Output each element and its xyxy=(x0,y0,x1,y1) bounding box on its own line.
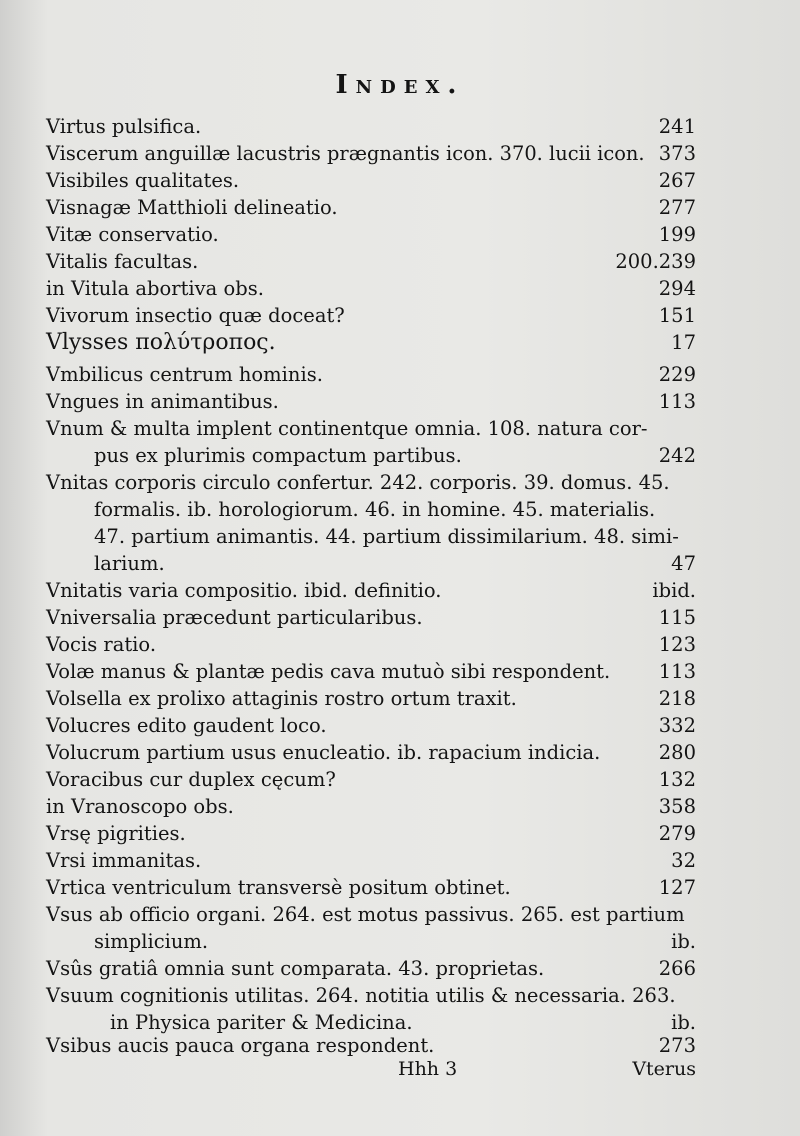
index-entry xyxy=(46,276,696,302)
entry-page: 151 xyxy=(658,304,696,327)
entry-page: 242 xyxy=(658,444,696,467)
index-entry xyxy=(46,114,696,140)
entry-text: formalis. ib. horologiorum. 46. in homine. 45. materialis. xyxy=(94,498,656,521)
index-entry-continuation xyxy=(46,497,696,523)
entry-page: 267 xyxy=(658,169,696,192)
entry-text: simplicium. xyxy=(94,930,209,953)
index-entry xyxy=(46,767,696,793)
index-entry xyxy=(46,168,696,194)
page-title: Index. xyxy=(335,70,465,100)
index-entry xyxy=(46,875,696,901)
entry-text: Voracibus cur duplex cęcum? xyxy=(46,768,336,791)
entry-text: Volucres edito gaudent loco. xyxy=(46,714,327,737)
entry-text: Vrsę pigrities. xyxy=(46,822,186,845)
entry-text: pus ex plurimis compactum partibus. xyxy=(94,444,462,467)
entry-page: 266 xyxy=(658,957,696,980)
entry-text: Viscerum anguillæ lacustris prægnantis icon. 370. lucii icon. xyxy=(46,142,645,165)
index-entry xyxy=(46,605,696,631)
entry-text: Volucrum partium usus enucleatio. ib. rapacium indicia. xyxy=(46,741,601,764)
signature-mark: Hhh 3 xyxy=(398,1058,458,1080)
entry-text: 47. partium animantis. 44. partium dissimilarium. 48. simi- xyxy=(94,525,679,548)
entry-page: 115 xyxy=(658,606,696,629)
index-entry xyxy=(46,659,696,685)
entry-text: Volæ manus & plantæ pedis cava mutuò sibi respondent. xyxy=(46,660,611,683)
entry-page: 123 xyxy=(658,633,696,656)
entry-page: 127 xyxy=(658,876,696,899)
index-entry xyxy=(46,956,696,982)
entry-text: Virtus pulsifica. xyxy=(46,115,202,138)
entry-page: 277 xyxy=(658,196,696,219)
entry-text: Vnitatis varia compositio. ibid. definitio. xyxy=(46,579,442,602)
entry-text: Vsuum cognitionis utilitas. 264. notitia utilis & necessaria. 263. xyxy=(46,984,676,1007)
catchword: Vterus xyxy=(632,1058,696,1080)
index-entry xyxy=(46,848,696,874)
index-entry-continuation xyxy=(46,551,696,577)
entry-page: 113 xyxy=(658,660,696,683)
entry-page: 132 xyxy=(658,768,696,791)
entry-page: 358 xyxy=(658,795,696,818)
entry-page: 200.239 xyxy=(615,250,696,273)
index-entry-continuation xyxy=(46,929,696,955)
index-entry-continuation xyxy=(46,443,696,469)
index-entry xyxy=(46,389,696,415)
entry-page: 32 xyxy=(671,849,696,872)
entry-page: 332 xyxy=(658,714,696,737)
index-entry xyxy=(46,470,696,496)
index-entry xyxy=(46,713,696,739)
index-entry xyxy=(46,632,696,658)
index-entry xyxy=(46,821,696,847)
entry-page: 241 xyxy=(658,115,696,138)
entry-text: in Vitula abortiva obs. xyxy=(46,277,264,300)
entry-text: Vnitas corporis circulo confertur. 242. corporis. 39. domus. 45. xyxy=(46,471,670,494)
entry-page: ib. xyxy=(671,930,696,953)
entry-text: Vsûs gratiâ omnia sunt comparata. 43. proprietas. xyxy=(46,957,545,980)
entry-page: 113 xyxy=(658,390,696,413)
index-entry xyxy=(46,195,696,221)
entry-text: in Vranoscopo obs. xyxy=(46,795,234,818)
page-footer xyxy=(0,1058,800,1086)
index-entry xyxy=(46,249,696,275)
entry-text: Vrtica ventriculum transversè positum obtinet. xyxy=(46,876,511,899)
entry-page: 373 xyxy=(658,142,696,165)
entry-page: ibid. xyxy=(652,579,696,602)
index-entry xyxy=(46,740,696,766)
index-entry xyxy=(46,1033,696,1059)
entry-text: Vsibus aucis pauca organa respondent. xyxy=(46,1034,435,1057)
entry-page: 273 xyxy=(658,1034,696,1057)
index-entry xyxy=(46,902,696,928)
index-entry xyxy=(46,686,696,712)
entry-text: Vnum & multa implent continentque omnia. 108. natura cor- xyxy=(46,417,648,440)
entry-page: 280 xyxy=(658,741,696,764)
index-entry xyxy=(46,222,696,248)
entry-text: Vrsi immanitas. xyxy=(46,849,202,872)
entry-page: 218 xyxy=(658,687,696,710)
entry-page: 279 xyxy=(658,822,696,845)
index-entry-continuation xyxy=(46,524,696,550)
index-entry xyxy=(46,330,696,356)
entry-page: 199 xyxy=(658,223,696,246)
index-entry xyxy=(46,362,696,388)
index-entry xyxy=(46,794,696,820)
entry-page: 229 xyxy=(658,363,696,386)
entry-text: Volsella ex prolixo attaginis rostro ortum traxit. xyxy=(46,687,517,710)
entry-page: 294 xyxy=(658,277,696,300)
entry-text: Visibiles qualitates. xyxy=(46,169,240,192)
entry-text: Vivorum insectio quæ doceat? xyxy=(46,304,345,327)
index-entry xyxy=(46,141,696,167)
entry-page: 47 xyxy=(671,552,696,575)
entry-text: in Physica pariter & Medicina. xyxy=(110,1011,413,1034)
entry-text: Vngues in animantibus. xyxy=(46,390,279,413)
entry-text: Visnagæ Matthioli delineatio. xyxy=(46,196,338,219)
index-entry xyxy=(46,303,696,329)
entry-page: ib. xyxy=(671,1011,696,1034)
index-entry xyxy=(46,416,696,442)
index-entry xyxy=(46,578,696,604)
entry-text: Vitæ conservatio. xyxy=(46,223,219,246)
index-entry xyxy=(46,983,696,1009)
entry-text: Vsus ab officio organi. 264. est motus passivus. 265. est partium xyxy=(46,903,685,926)
entry-text: Vmbilicus centrum hominis. xyxy=(46,363,323,386)
entry-text: Vitalis facultas. xyxy=(46,250,199,273)
entry-text: Vlysses πολύτροπος. xyxy=(46,330,276,355)
entry-text: Vocis ratio. xyxy=(46,633,157,656)
entry-text: Vniversalia præcedunt particularibus. xyxy=(46,606,423,629)
entry-page: 17 xyxy=(671,331,696,354)
entry-text: larium. xyxy=(94,552,165,575)
